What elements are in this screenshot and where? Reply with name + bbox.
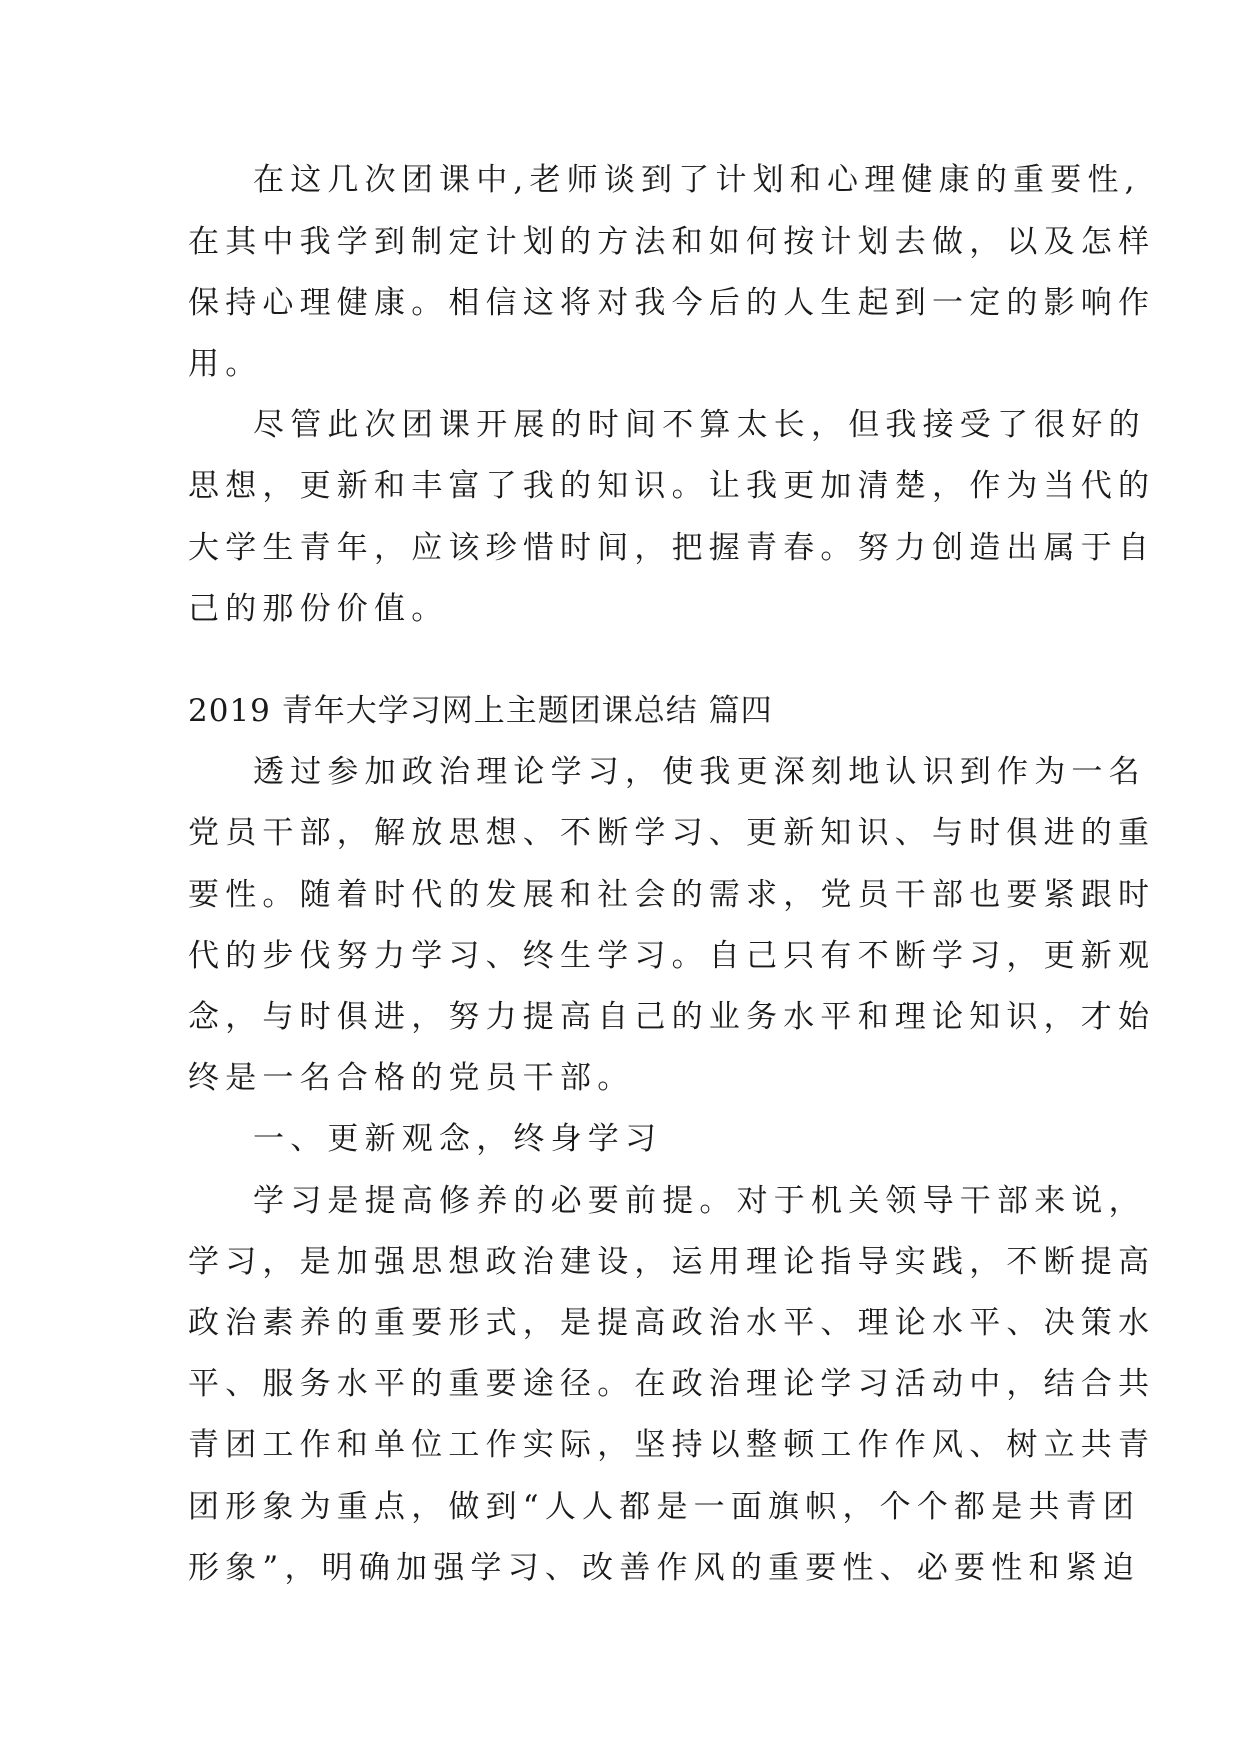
paragraph-line: 透过参加政治理论学习，使我更深刻地认识到作为一名 — [253, 754, 1146, 790]
paragraph-line: 代的步伐努力学习、终生学习。自己只有不断学习，更新观 — [188, 938, 1156, 974]
paragraph-line: 思想，更新和丰富了我的知识。让我更加清楚，作为当代的 — [188, 468, 1156, 504]
subheading: 一、更新观念，终身学习 — [253, 1121, 663, 1157]
paragraph-line: 念，与时俱进，努力提高自己的业务水平和理论知识，才始 — [188, 999, 1156, 1035]
paragraph-line: 党员干部，解放思想、不断学习、更新知识、与时俱进的重 — [188, 815, 1156, 851]
paragraph-line: 要性。随着时代的发展和社会的需求，党员干部也要紧跟时 — [188, 877, 1156, 913]
paragraph-line: 在这几次团课中,老师谈到了计划和心理健康的重要性, — [253, 162, 1141, 198]
paragraph-line: 在其中我学到制定计划的方法和如何按计划去做，以及怎样 — [188, 224, 1156, 260]
paragraph-line: 平、服务水平的重要途径。在政治理论学习活动中，结合共 — [188, 1366, 1156, 1402]
paragraph-line: 团形象为重点，做到“人人都是一面旗帜，个个都是共青团 — [188, 1489, 1141, 1525]
paragraph-line: 学习是提高修养的必要前提。对于机关领导干部来说， — [253, 1183, 1146, 1219]
paragraph-line: 终是一名合格的党员干部。 — [188, 1060, 635, 1096]
paragraph-line: 己的那份价值。 — [188, 591, 449, 627]
paragraph-line: 形象”，明确加强学习、改善作风的重要性、必要性和紧迫 — [188, 1550, 1141, 1586]
section-heading: 2019 青年大学习网上主题团课总结 篇四 — [188, 693, 773, 729]
paragraph-line: 学习，是加强思想政治建设，运用理论指导实践，不断提高 — [188, 1244, 1156, 1280]
paragraph-line: 保持心理健康。相信这将对我今后的人生起到一定的影响作 — [188, 285, 1156, 321]
paragraph-line: 尽管此次团课开展的时间不算太长，但我接受了很好的 — [253, 407, 1146, 443]
paragraph-line: 青团工作和单位工作实际，坚持以整顿工作作风、树立共青 — [188, 1427, 1156, 1463]
paragraph-line: 用。 — [188, 346, 263, 382]
paragraph-line: 政治素养的重要形式，是提高政治水平、理论水平、决策水 — [188, 1305, 1156, 1341]
paragraph-line: 大学生青年，应该珍惜时间，把握青春。努力创造出属于自 — [188, 530, 1156, 566]
